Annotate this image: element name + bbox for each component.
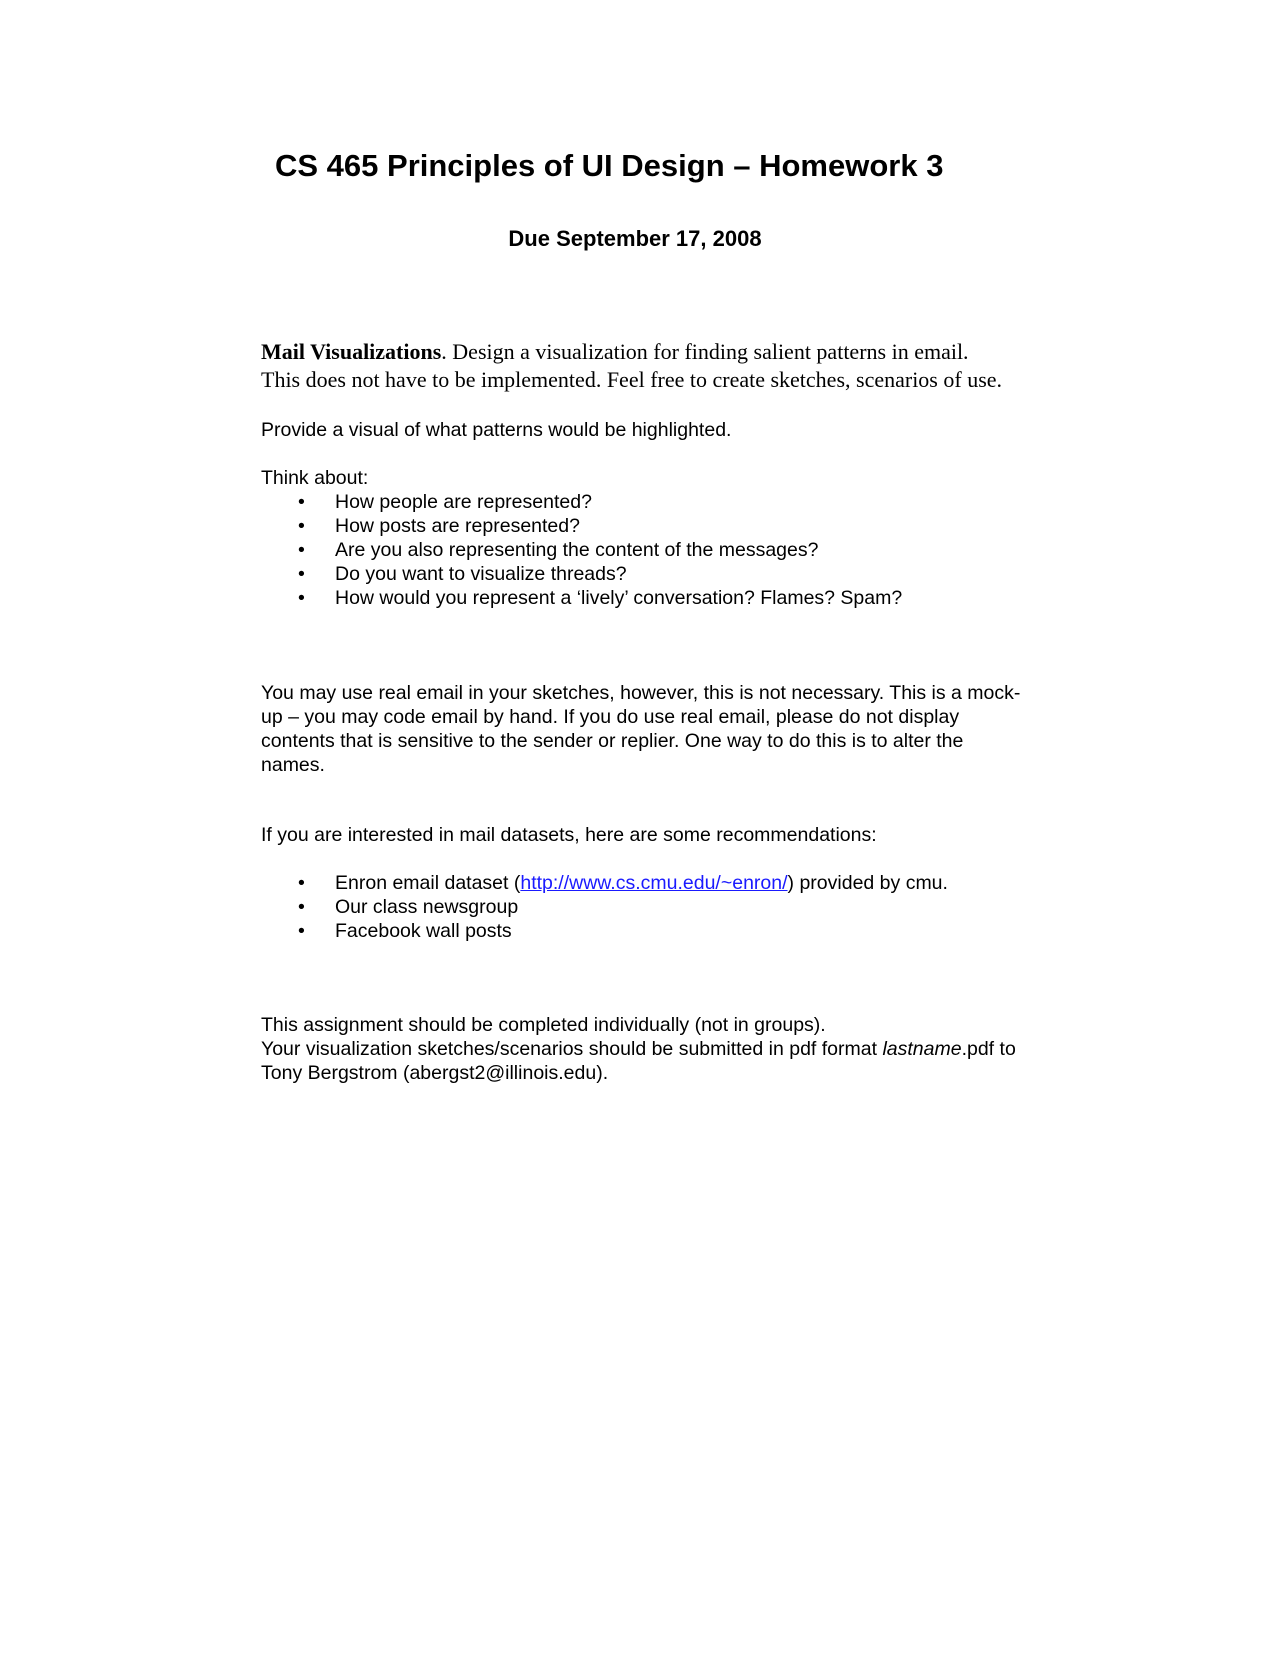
bullet-icon: • (298, 563, 305, 585)
real-email-paragraph: You may use real email in your sketches, however, this is not necessary. This is a mock- up – you may code email by hand. If you do use real email, please do not display contents that is sensitive to the sender or replier. One way to do this is to alter the names. (261, 682, 1021, 776)
list-item: • How people are represented? (298, 491, 592, 513)
bullet-icon: • (298, 587, 305, 609)
intro-line-2: This does not have to be implemented. Feel free to create sketches, scenarios of use. (261, 367, 1003, 392)
bullet-icon: • (298, 872, 305, 894)
intro-paragraph (261, 338, 1002, 394)
list-item: • How posts are represented? (298, 515, 580, 537)
provide-visual-text: Provide a visual of what patterns would be highlighted. (261, 419, 732, 441)
intro-line-1 (261, 338, 1002, 366)
enron-dataset-link[interactable]: http://www.cs.cmu.edu/~enron/ (520, 872, 788, 894)
bullet-icon: • (298, 515, 305, 537)
think-about-list (261, 490, 902, 610)
bullet-icon: • (298, 896, 305, 918)
intro-heading: Mail Visualizations (261, 339, 442, 364)
bullet-icon: • (298, 539, 305, 561)
list-item: • Do you want to visualize threads? (298, 563, 627, 585)
list-item: • Are you also representing the content of the messages? (298, 539, 819, 561)
list-item: • Facebook wall posts (298, 920, 512, 942)
datasets-section (261, 871, 948, 943)
bullet-icon: • (298, 920, 305, 942)
bullet-icon: • (298, 491, 305, 513)
submission-paragraph: This assignment should be completed individually (not in groups). Your visualization sketches/scenarios should be submitted in pdf format lastname.pdf to Tony Bergstrom (abergst2@illinois.edu). (261, 1014, 1016, 1084)
page-title: CS 465 Principles of UI Design – Homework 3 (275, 148, 944, 183)
list-item: • Our class newsgroup (298, 896, 519, 918)
intro-line-1-rest: . Design a visualization for finding salient patterns in email. (441, 339, 969, 364)
think-about-label: Think about: (261, 467, 369, 489)
list-item: • How would you represent a ‘lively’ conversation? Flames? Spam? (298, 587, 903, 609)
datasets-intro: If you are interested in mail datasets, here are some recommendations: (261, 824, 877, 846)
list-item: • Enron email dataset (http://www.cs.cmu.edu/~enron/) provided by cmu. (298, 872, 948, 894)
think-about-section (261, 466, 902, 610)
datasets-list (261, 871, 948, 943)
due-date: Due September 17, 2008 (508, 226, 762, 251)
